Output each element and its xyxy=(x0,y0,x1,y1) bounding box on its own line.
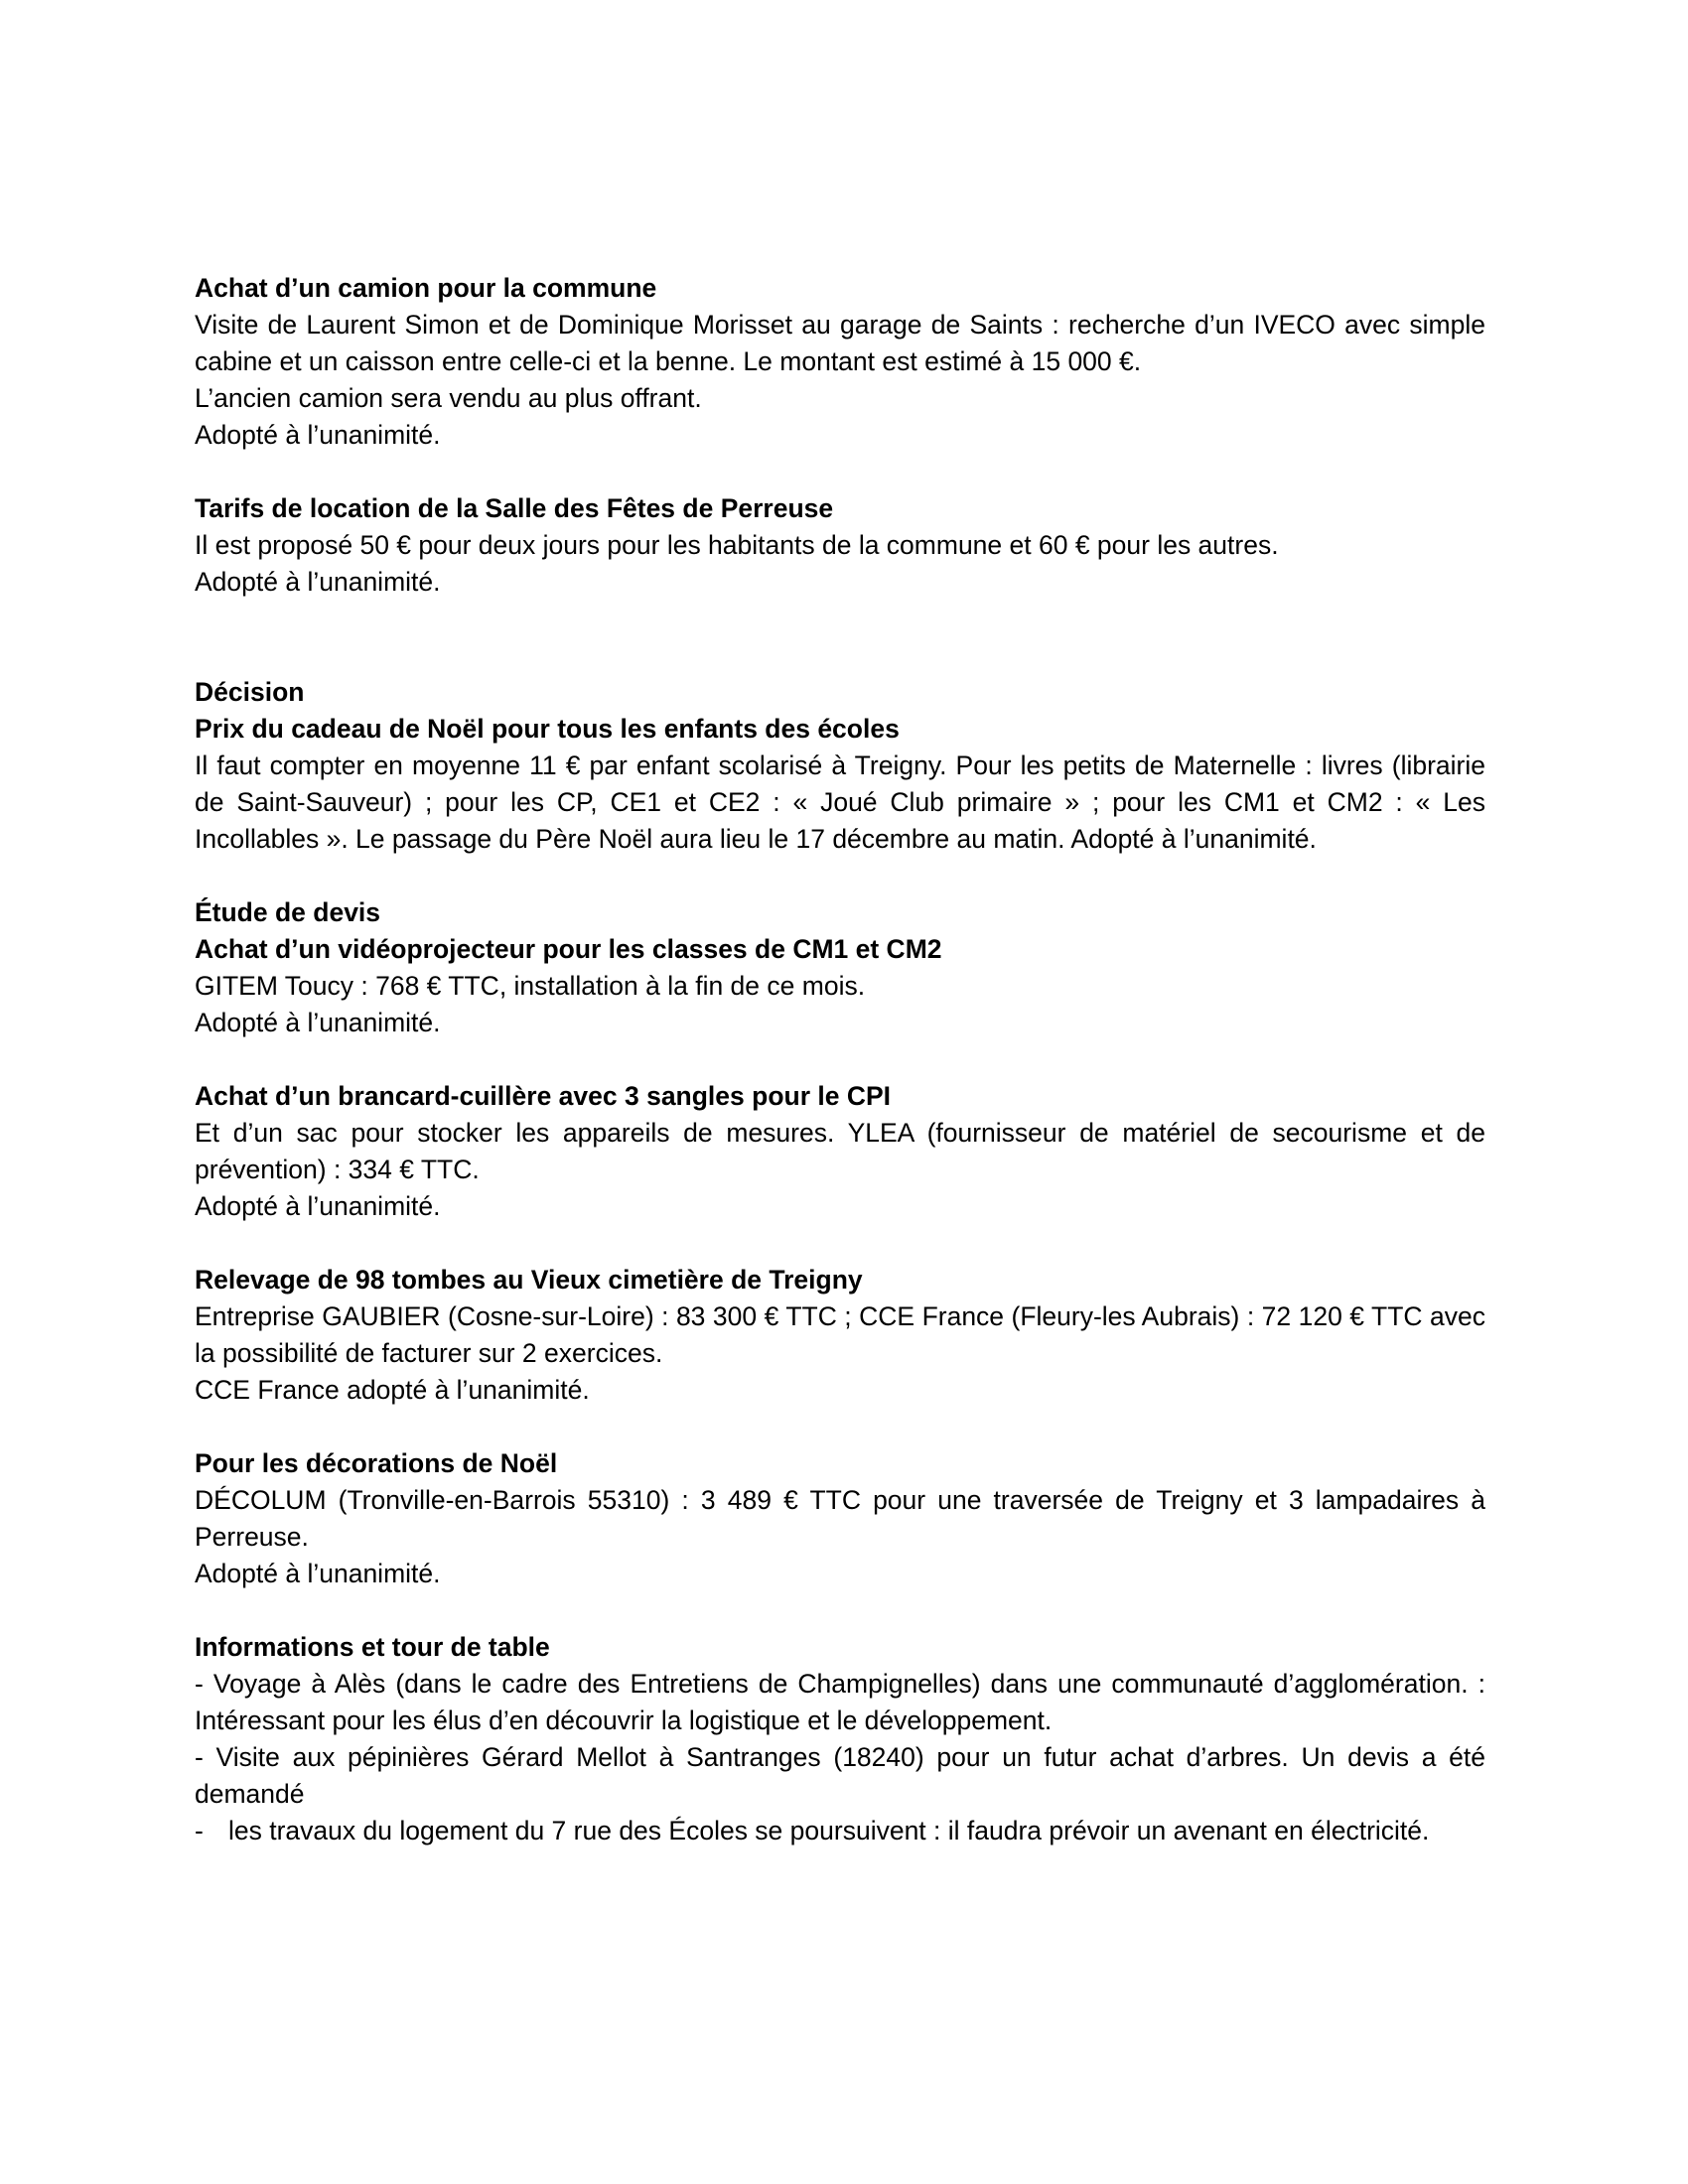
section-title-relevage: Relevage de 98 tombes au Vieux cimetière de Treigny xyxy=(195,1265,863,1295)
section-heading-devis: Étude de devis xyxy=(195,897,381,927)
document-page xyxy=(195,270,1485,1849)
list-dash: - xyxy=(195,1816,204,1845)
section-title-informations: Informations et tour de table xyxy=(195,1632,550,1662)
list-item xyxy=(195,1813,1485,1849)
spacer xyxy=(195,1225,1485,1262)
list-item: - Visite aux pépinières Gérard Mellot à Santranges (18240) pour un futur achat d’arbres. Un devis a été demandé xyxy=(195,1742,1485,1809)
section-heading-decision: Décision xyxy=(195,677,305,707)
spacer xyxy=(195,454,1485,490)
spacer xyxy=(195,601,1485,674)
spacer xyxy=(195,858,1485,894)
paragraph: Adopté à l’unanimité. xyxy=(195,1008,441,1037)
section-title-camion: Achat d’un camion pour la commune xyxy=(195,273,657,303)
paragraph: Adopté à l’unanimité. xyxy=(195,420,441,450)
paragraph: Adopté à l’unanimité. xyxy=(195,567,441,597)
paragraph: DÉCOLUM (Tronville-en-Barrois 55310) : 3 489 € TTC pour une traversée de Treigny et 3 lampadaires à Perreuse. xyxy=(195,1485,1485,1552)
paragraph: Il est proposé 50 € pour deux jours pour les habitants de la commune et 60 € pour les autres. xyxy=(195,530,1279,560)
paragraph: Et d’un sac pour stocker les appareils de mesures. YLEA (fournisseur de matériel de secourisme et de prévention) : 334 € TTC. xyxy=(195,1118,1485,1184)
list-item: - Voyage à Alès (dans le cadre des Entretiens de Champignelles) dans une communauté d’agglomération. : Intéressant pour les élus d’en découvrir la logistique et le développement. xyxy=(195,1669,1485,1735)
paragraph: CCE France adopté à l’unanimité. xyxy=(195,1375,590,1405)
paragraph: Adopté à l’unanimité. xyxy=(195,1191,441,1221)
section-title-brancard: Achat d’un brancard-cuillère avec 3 sangles pour le CPI xyxy=(195,1081,892,1111)
paragraph: L’ancien camion sera vendu au plus offrant. xyxy=(195,383,702,413)
spacer xyxy=(195,1409,1485,1445)
paragraph: Adopté à l’unanimité. xyxy=(195,1559,441,1588)
section-title-decorations: Pour les décorations de Noël xyxy=(195,1448,558,1478)
paragraph: Visite de Laurent Simon et de Dominique Morisset au garage de Saints : recherche d’un IVECO avec simple cabine et un caisson entre celle-ci et la benne. Le montant est estimé à 15 000 €. xyxy=(195,310,1485,376)
spacer xyxy=(195,1041,1485,1078)
paragraph: Il faut compter en moyenne 11 € par enfant scolarisé à Treigny. Pour les petits de Maternelle : livres (librairie de Saint-Sauveur) ; pour les CP, CE1 et CE2 : « Joué Club primaire » ; pour les CM1 et CM2 : « Les Incollables ». Le passage du Père Noël aura lieu le 17 décembre au matin. Adopté à l’unanimité. xyxy=(195,751,1485,854)
section-title-tarifs: Tarifs de location de la Salle des Fêtes de Perreuse xyxy=(195,493,834,523)
section-title-cadeau: Prix du cadeau de Noël pour tous les enfants des écoles xyxy=(195,714,900,744)
list-item-text: les travaux du logement du 7 rue des Écoles se poursuivent : il faudra prévoir un avenant en électricité. xyxy=(228,1816,1430,1845)
section-title-videoprojecteur: Achat d’un vidéoprojecteur pour les classes de CM1 et CM2 xyxy=(195,934,942,964)
paragraph: Entreprise GAUBIER (Cosne-sur-Loire) : 83 300 € TTC ; CCE France (Fleury-les Aubrais) : 72 120 € TTC avec la possibilité de facturer sur 2 exercices. xyxy=(195,1301,1485,1368)
paragraph: GITEM Toucy : 768 € TTC, installation à la fin de ce mois. xyxy=(195,971,866,1001)
spacer xyxy=(195,1592,1485,1629)
